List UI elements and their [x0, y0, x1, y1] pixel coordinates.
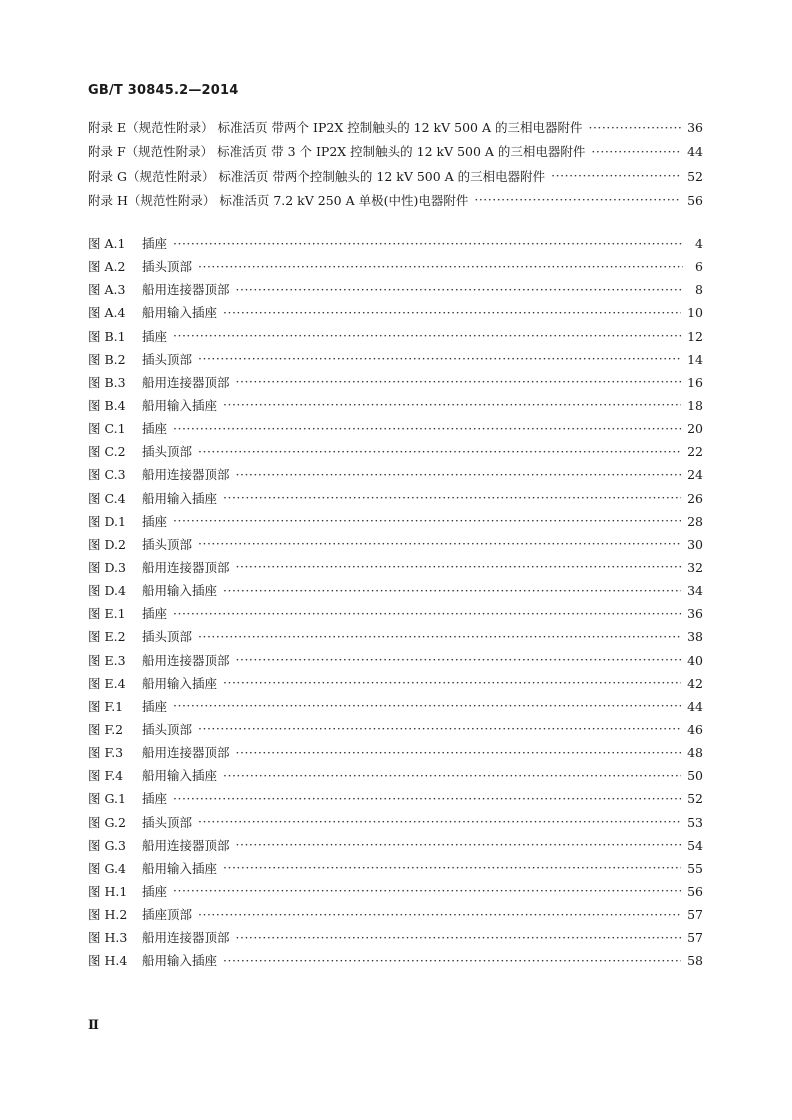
toc-figure-entry[interactable] — [88, 651, 703, 674]
toc-page-number: 56 — [687, 192, 703, 208]
toc-entry-label: 附录 F（规范性附录） 标准活页 带 3 个 IP2X 控制触头的 12 kV 500 A 的三相电器附件 — [88, 144, 586, 160]
toc-page-number: 53 — [687, 814, 703, 830]
figure-title: 插头顶部 — [142, 351, 193, 367]
toc-annex-entry[interactable] — [88, 142, 703, 166]
toc-entry-label — [88, 674, 217, 692]
toc-figure-entry[interactable] — [88, 581, 703, 604]
figure-title: 插头顶部 — [142, 536, 193, 552]
figure-title: 插座顶部 — [142, 907, 193, 923]
dot-leader — [223, 860, 681, 873]
figure-title: 插座 — [142, 883, 168, 899]
toc-entry-label — [88, 789, 167, 807]
dot-leader — [223, 490, 681, 503]
figure-number: 图 E.2 — [88, 629, 126, 645]
figure-number: 图 D.2 — [88, 536, 126, 552]
toc-figure-entry[interactable] — [88, 350, 703, 373]
toc-figure-entry[interactable] — [88, 373, 703, 396]
dot-leader — [223, 583, 681, 596]
toc-entry-label — [88, 396, 217, 414]
dot-leader — [591, 144, 681, 157]
figure-title: 船用连接器顶部 — [142, 745, 230, 761]
figure-number: 图 G.2 — [88, 814, 126, 830]
toc-entry-label — [88, 882, 167, 900]
figure-title: 插座 — [142, 421, 168, 437]
toc-figure-entry[interactable] — [88, 465, 703, 488]
toc-figure-entry[interactable] — [88, 813, 703, 836]
toc-page-number: 4 — [695, 236, 703, 251]
dot-leader — [236, 652, 682, 665]
toc-entry-label: 附录 G（规范性附录） 标准活页 带两个控制触头的 12 kV 500 A 的三相电器附件 — [88, 168, 546, 184]
dot-leader — [173, 606, 681, 619]
toc-figure-entry[interactable] — [88, 882, 703, 905]
figure-number: 图 B.2 — [88, 351, 126, 367]
figure-number: 图 F.3 — [88, 745, 124, 761]
dot-leader — [223, 675, 681, 688]
figure-number: 图 F.1 — [88, 698, 124, 714]
toc-entry-label — [88, 928, 230, 946]
figure-title: 插头顶部 — [142, 721, 193, 737]
dot-leader — [236, 282, 683, 295]
toc-entry-label: 附录 H（规范性附录） 标准活页 7.2 kV 250 A 单极(中性)电器附件 — [88, 192, 469, 208]
toc-figure-entry[interactable] — [88, 535, 703, 558]
figure-number: 图 E.3 — [88, 652, 126, 668]
page-number-roman: Ⅱ — [88, 1018, 99, 1033]
toc-page-number: 30 — [687, 536, 703, 552]
toc-page-number: 57 — [687, 907, 703, 923]
dot-leader — [173, 421, 681, 434]
figure-number: 图 E.1 — [88, 606, 126, 622]
figure-title: 船用连接器顶部 — [142, 467, 230, 483]
toc-figure-entry[interactable] — [88, 303, 703, 326]
figure-number: 图 H.3 — [88, 930, 128, 946]
toc-figure-entry[interactable] — [88, 489, 703, 512]
toc-figure-entry[interactable] — [88, 419, 703, 442]
toc-figure-entry[interactable] — [88, 512, 703, 535]
toc-entry-label — [88, 581, 217, 599]
figure-title: 插座 — [142, 513, 168, 529]
toc-page-number: 54 — [687, 837, 703, 853]
figure-number: 图 C.2 — [88, 444, 126, 460]
toc-page-number: 14 — [687, 351, 703, 367]
toc-entry-label — [88, 489, 217, 507]
annex-toc — [88, 118, 703, 215]
figure-number: 图 A.3 — [88, 282, 126, 298]
figure-title: 船用连接器顶部 — [142, 837, 230, 853]
figure-toc — [88, 234, 703, 975]
dot-leader — [173, 328, 681, 341]
figure-title: 插头顶部 — [142, 259, 193, 275]
dot-leader — [236, 467, 682, 480]
toc-page-number: 34 — [687, 583, 703, 599]
figure-title: 船用输入插座 — [142, 953, 218, 969]
dot-leader — [223, 397, 681, 410]
figure-number: 图 B.4 — [88, 397, 126, 413]
toc-page-number: 44 — [687, 144, 703, 160]
dot-leader — [236, 837, 682, 850]
toc-page-number: 32 — [687, 559, 703, 575]
toc-page-number: 50 — [687, 768, 703, 784]
figure-title: 船用连接器顶部 — [142, 930, 230, 946]
toc-figure-entry[interactable] — [88, 396, 703, 419]
figure-number: 图 G.3 — [88, 837, 126, 853]
figure-title: 插座 — [142, 606, 168, 622]
figure-number: 图 C.4 — [88, 490, 126, 506]
figure-number: 图 B.1 — [88, 328, 126, 344]
figure-title: 船用输入插座 — [142, 490, 218, 506]
dot-leader — [173, 791, 681, 804]
toc-figure-entry[interactable] — [88, 928, 703, 951]
toc-entry-label — [88, 905, 192, 923]
figure-number: 图 D.4 — [88, 583, 126, 599]
toc-page-number: 38 — [687, 629, 703, 645]
figure-title: 插座 — [142, 698, 168, 714]
figure-title: 船用连接器顶部 — [142, 652, 230, 668]
figure-title: 插头顶部 — [142, 444, 193, 460]
figure-title: 船用连接器顶部 — [142, 374, 230, 390]
figure-number: 图 A.4 — [88, 305, 126, 321]
toc-entry-label — [88, 651, 230, 669]
figure-title: 插头顶部 — [142, 629, 193, 645]
toc-page-number: 52 — [687, 791, 703, 807]
dot-leader — [223, 305, 681, 318]
toc-entry-label — [88, 465, 230, 483]
dot-leader — [236, 930, 682, 943]
toc-page-number: 40 — [687, 652, 703, 668]
dot-leader — [198, 351, 681, 364]
toc-entry-label — [88, 257, 192, 275]
dot-leader — [198, 814, 681, 827]
toc-entry-label — [88, 303, 217, 321]
toc-annex-entry[interactable] — [88, 118, 703, 142]
toc-entry-label — [88, 720, 192, 738]
figure-title: 插座 — [142, 328, 168, 344]
dot-leader — [474, 192, 681, 205]
dot-leader — [198, 721, 681, 734]
toc-figure-entry[interactable] — [88, 674, 703, 697]
dot-leader — [198, 259, 683, 272]
figure-number: 图 H.1 — [88, 883, 128, 899]
dot-leader — [173, 236, 683, 249]
toc-figure-entry[interactable] — [88, 604, 703, 627]
toc-page-number: 28 — [687, 513, 703, 529]
figure-number: 图 F.2 — [88, 721, 124, 737]
dot-leader — [173, 513, 681, 526]
toc-entry-label — [88, 280, 230, 298]
toc-figure-entry[interactable] — [88, 697, 703, 720]
toc-entry-label — [88, 512, 167, 530]
toc-page-number: 8 — [695, 282, 703, 298]
toc-figure-entry[interactable] — [88, 836, 703, 859]
toc-page-number: 42 — [687, 675, 703, 691]
toc-page-number: 20 — [687, 421, 703, 437]
toc-figure-entry[interactable] — [88, 766, 703, 789]
dot-leader — [236, 374, 682, 387]
figure-number: 图 B.3 — [88, 374, 126, 390]
figure-number: 图 H.2 — [88, 907, 128, 923]
figure-number: 图 A.1 — [88, 236, 126, 251]
toc-page-number: 58 — [687, 953, 703, 969]
toc-page-number: 24 — [687, 467, 703, 483]
toc-page-number: 18 — [687, 397, 703, 413]
figure-title: 船用输入插座 — [142, 675, 218, 691]
figure-title: 船用输入插座 — [142, 860, 218, 876]
figure-number: 图 D.3 — [88, 559, 126, 575]
toc-entry-label — [88, 535, 192, 553]
toc-entry-label — [88, 442, 192, 460]
toc-page-number: 6 — [695, 259, 703, 275]
figure-title: 船用输入插座 — [142, 768, 218, 784]
toc-figure-entry[interactable] — [88, 951, 703, 974]
dot-leader — [551, 168, 681, 181]
toc-page-number: 22 — [687, 444, 703, 460]
toc-figure-entry[interactable] — [88, 743, 703, 766]
toc-figure-entry[interactable] — [88, 789, 703, 812]
dot-leader — [198, 536, 681, 549]
toc-page-number: 12 — [687, 328, 703, 344]
figure-title: 插座 — [142, 236, 168, 251]
figure-title: 船用连接器顶部 — [142, 282, 230, 298]
toc-figure-entry[interactable] — [88, 720, 703, 743]
toc-figure-entry[interactable] — [88, 627, 703, 650]
toc-page-number: 46 — [687, 721, 703, 737]
toc-page-number: 26 — [687, 490, 703, 506]
toc-figure-entry[interactable] — [88, 558, 703, 581]
dot-leader — [198, 444, 681, 457]
toc-figure-entry[interactable] — [88, 327, 703, 350]
figure-number: 图 A.2 — [88, 259, 126, 275]
dot-leader — [223, 953, 681, 966]
toc-entry-label: 附录 E（规范性附录） 标准活页 带两个 IP2X 控制触头的 12 kV 500 A 的三相电器附件 — [88, 120, 583, 135]
figure-title: 船用输入插座 — [142, 397, 218, 413]
toc-entry-label — [88, 627, 192, 645]
standard-code-header: GB/T 30845.2—2014 — [88, 83, 239, 98]
toc-entry-label — [88, 766, 217, 784]
figure-number: 图 D.1 — [88, 513, 126, 529]
toc-figure-entry[interactable] — [88, 442, 703, 465]
figure-number: 图 E.4 — [88, 675, 126, 691]
toc-figure-entry[interactable] — [88, 234, 703, 257]
toc-page-number: 48 — [687, 745, 703, 761]
dot-leader — [198, 907, 681, 920]
toc-page-number: 16 — [687, 374, 703, 390]
dot-leader — [236, 559, 682, 572]
figure-title: 船用连接器顶部 — [142, 559, 230, 575]
dot-leader — [173, 698, 681, 711]
figure-number: 图 C.1 — [88, 421, 126, 437]
toc-page-number: 52 — [687, 168, 703, 184]
toc-entry-label — [88, 951, 217, 969]
dot-leader — [173, 883, 681, 896]
toc-page-number: 10 — [687, 305, 703, 321]
toc-entry-label — [88, 697, 167, 715]
figure-title: 船用输入插座 — [142, 583, 218, 599]
toc-page-number: 44 — [687, 698, 703, 714]
figure-title: 船用输入插座 — [142, 305, 218, 321]
toc-page-number: 36 — [687, 606, 703, 622]
toc-annex-entry[interactable] — [88, 191, 703, 215]
toc-entry-label — [88, 373, 230, 391]
toc-entry-label — [88, 234, 167, 252]
toc-entry-label — [88, 836, 230, 854]
toc-page-number: 56 — [687, 883, 703, 899]
toc-entry-label — [88, 350, 192, 368]
figure-title: 插头顶部 — [142, 814, 193, 830]
figure-title: 插座 — [142, 791, 168, 807]
toc-entry-label — [88, 604, 167, 622]
toc-entry-label — [88, 419, 167, 437]
dot-leader — [223, 768, 681, 781]
toc-figure-entry[interactable] — [88, 257, 703, 280]
dot-leader — [198, 629, 681, 642]
dot-leader — [588, 120, 681, 133]
toc-annex-entry[interactable] — [88, 167, 703, 191]
figure-number: 图 G.4 — [88, 860, 126, 876]
toc-entry-label — [88, 327, 167, 345]
toc-page-number: 57 — [687, 930, 703, 946]
figure-number: 图 C.3 — [88, 467, 126, 483]
toc-entry-label — [88, 859, 217, 877]
toc-page-number: 36 — [687, 120, 703, 135]
figure-number: 图 H.4 — [88, 953, 128, 969]
figure-number: 图 G.1 — [88, 791, 126, 807]
toc-page-number: 55 — [687, 860, 703, 876]
toc-entry-label — [88, 813, 192, 831]
figure-number: 图 F.4 — [88, 768, 124, 784]
toc-entry-label — [88, 743, 230, 761]
toc-figure-entry[interactable] — [88, 859, 703, 882]
toc-entry-label — [88, 558, 230, 576]
toc-figure-entry[interactable] — [88, 905, 703, 928]
toc-figure-entry[interactable] — [88, 280, 703, 303]
dot-leader — [236, 745, 682, 758]
